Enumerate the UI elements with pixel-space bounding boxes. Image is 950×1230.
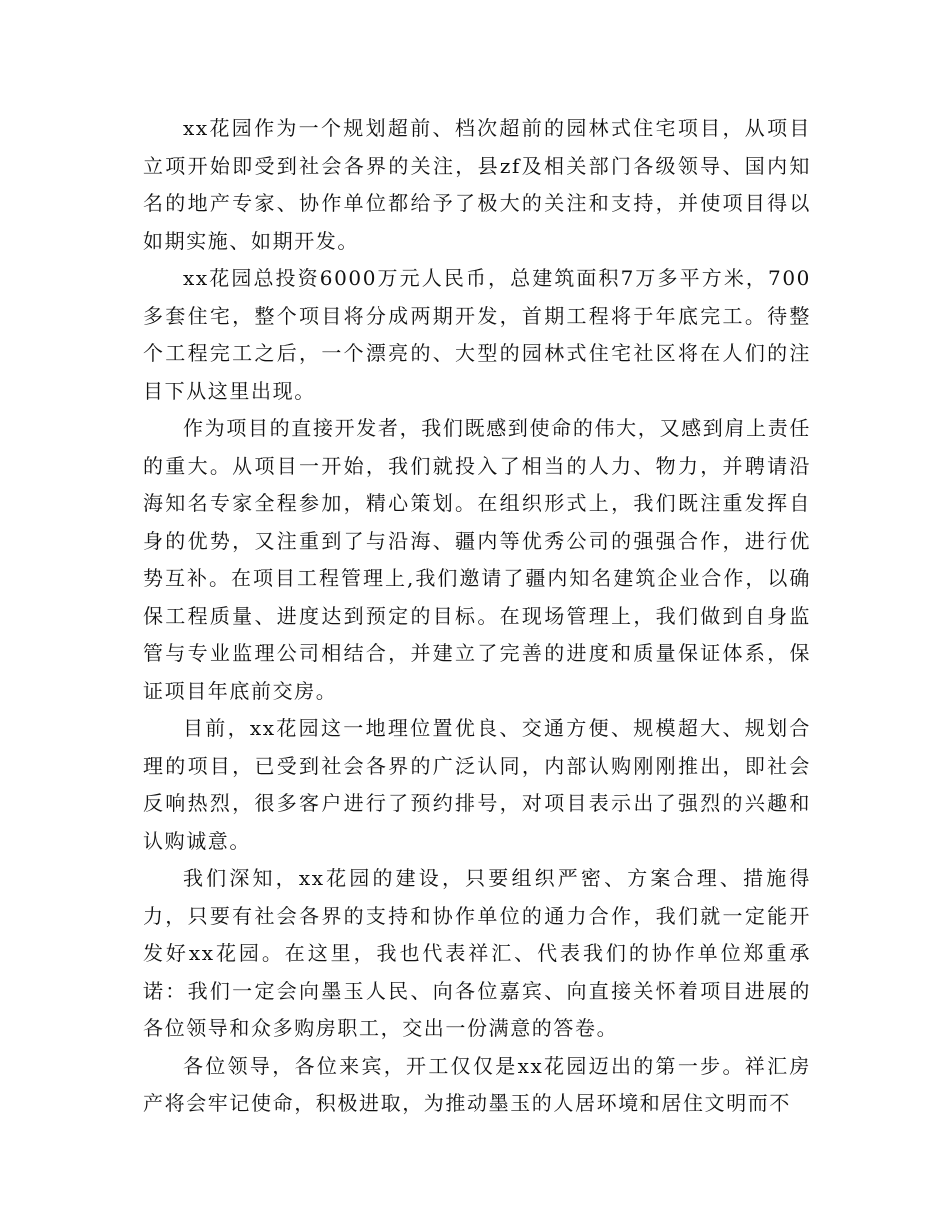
document-body xyxy=(143,110,811,1123)
paragraph-1: xx花园作为一个规划超前、档次超前的园林式住宅项目，从项目立项开始即受到社会各界的关注，县zf及相关部门各级领导、国内知名的地产专家、协作单位都给予了极大的关注和支持，并使项目得以如期实施、如期开发。 xyxy=(143,116,811,253)
paragraph-6: 各位领导，各位来宾，开工仅仅是xx花园迈出的第一步。祥汇房产将会牢记使命，积极进取，为推动墨玉的人居环境和居住文明而不 xyxy=(143,1053,811,1115)
paragraph-4: 目前，xx花园这一地理位置优良、交通方便、规模超大、规划合理的项目，已受到社会各界的广泛认同，内部认购刚刚推出，即社会反响热烈，很多客户进行了预约排号，对项目表示出了强烈的兴趣和认购诚意。 xyxy=(143,716,811,853)
paragraph-5: 我们深知，xx花园的建设，只要组织严密、方案合理、措施得力，只要有社会各界的支持和协作单位的通力合作，我们就一定能开发好xx花园。在这里，我也代表祥汇、代表我们的协作单位郑重承诺：我们一定会向墨玉人民、向各位嘉宾、向直接关怀着项目进展的各位领导和众多购房职工，交出一份满意的答卷。 xyxy=(143,866,811,1040)
paragraph-3: 作为项目的直接开发者，我们既感到使命的伟大，又感到肩上责任的重大。从项目一开始，我们就投入了相当的人力、物力，并聘请沿海知名专家全程参加，精心策划。在组织形式上，我们既注重发挥自身的优势，又注重到了与沿海、疆内等优秀公司的强强合作，进行优势互补。在项目工程管理上,我们邀请了疆内知名建筑企业合作，以确保工程质量、进度达到预定的目标。在现场管理上，我们做到自身监管与专业监理公司相结合，并建立了完善的进度和质量保证体系，保证项目年底前交房。 xyxy=(143,416,811,703)
paragraph-2: xx花园总投资6000万元人民币，总建筑面积7万多平方米，700多套住宅，整个项目将分成两期开发，首期工程将于年底完工。待整个工程完工之后，一个漂亮的、大型的园林式住宅社区将在人们的注目下从这里出现。 xyxy=(143,266,811,403)
